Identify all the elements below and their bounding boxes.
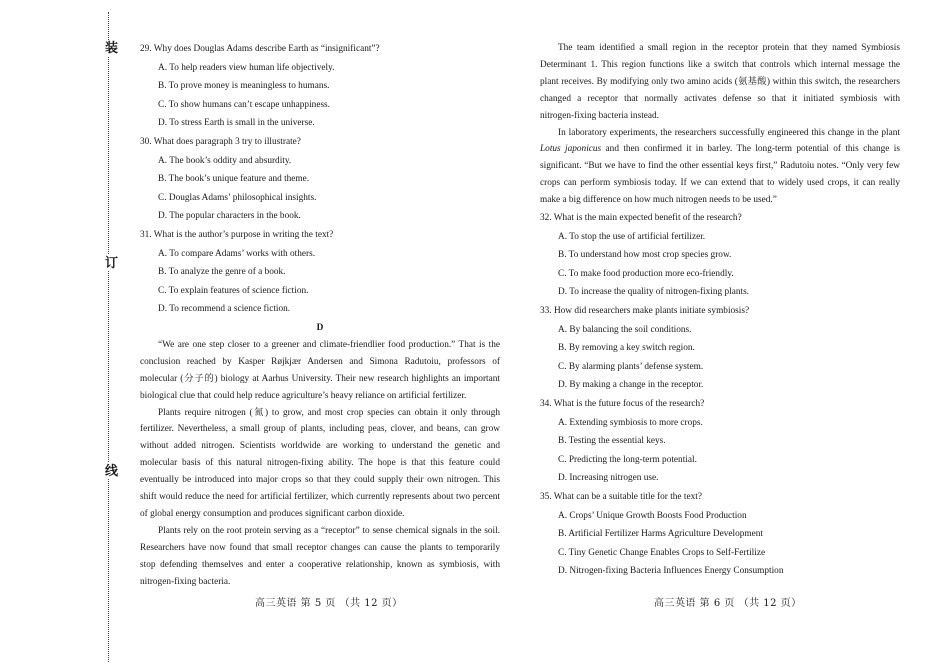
option-c: C. To show humans can’t escape unhappiness. <box>158 99 331 110</box>
option-a: A. The book’s oddity and absurdity. <box>158 155 292 166</box>
option-c: C. Predicting the long-term potential. <box>558 454 697 465</box>
option-d: D. By making a change in the receptor. <box>558 380 704 391</box>
text-line: eventually be introduced into major crops so that they could supply their own nitrogen. This <box>140 475 500 486</box>
text-line: significant. “But we have to find the other essential keys first,” Radutoiu notes. “Only very few <box>540 161 900 172</box>
text-line: changed a receptor that normally activates defense so that it initiated symbiosis with <box>540 93 900 104</box>
section-title: D <box>316 322 324 333</box>
text-line: stop defending themselves and enter a cooperative relationship, known as symbiosis, with <box>140 559 500 570</box>
option-d: D. Increasing nitrogen use. <box>558 473 659 484</box>
option-a: A. To stop the use of artificial fertilizer. <box>558 231 706 242</box>
text-line: conclusion reached by Kasper Røjkjær Andersen and Simona Radutoiu, professors of <box>140 356 500 367</box>
question-stem: 30. What does paragraph 3 try to illustrate? <box>140 136 301 147</box>
question-33 <box>540 302 900 395</box>
page-footer-5: 高三英语 第 5 页 （共 12 页） <box>255 598 403 609</box>
text-line: Determinant 1. This region functions like a switch that controls which internal message the <box>540 59 900 70</box>
text-line: Researchers have now found that small receptor changes can cause the plants to temporarily <box>140 542 500 553</box>
binding-mark-top: 装 <box>105 40 119 55</box>
page-5-column <box>140 40 500 591</box>
text-line: of global energy consumption and produces significant carbon dioxide. <box>140 508 405 519</box>
question-stem: 29. Why does Douglas Adams describe Earth as “insignificant”? <box>140 44 380 54</box>
question-stem: 35. What can be a suitable title for the text? <box>540 491 702 502</box>
question-stem: 31. What is the author’s purpose in writing the text? <box>140 229 334 240</box>
text-line: make a big difference on how much nitrogen needs to be used.” <box>540 195 777 206</box>
text-line: “We are one step closer to a greener and climate-friendlier food production.” That is the <box>158 339 500 350</box>
option-c: C. To make food production more eco-friendly. <box>558 268 734 279</box>
text-line: nitrogen-fixing bacteria instead. <box>540 110 660 121</box>
option-d: D. To increase the quality of nitrogen-fixing plants. <box>558 287 750 298</box>
text-line: nitrogen-fixing bacteria. <box>140 576 231 587</box>
page-6-column <box>540 40 900 581</box>
option-c: C. Douglas Adams’ philosophical insights. <box>158 192 317 203</box>
text-line: In laboratory experiments, the researchers successfully engineered this change in the plant <box>558 127 900 138</box>
text-line: plant receives. By modifying only two amino acids (氨基酸) within this switch, the researchers <box>540 76 900 87</box>
option-a: A. To help readers view human life objectively. <box>158 62 335 73</box>
text-line: molecular basis of this natural nitrogen-fixing ability. The hope is that this feature could <box>140 458 500 469</box>
question-35 <box>540 488 900 581</box>
text-line: crops can perform symbiosis today. If we can extend that to widely used crops, it can really <box>540 178 900 189</box>
option-c: C. Tiny Genetic Change Enables Crops to Self-Fertilize <box>558 547 766 558</box>
question-29 <box>140 40 500 133</box>
option-b: B. The book’s unique feature and theme. <box>158 174 310 185</box>
species-name: Lotus japonicus <box>540 144 602 155</box>
binding-mark-middle: 订 <box>105 255 119 270</box>
question-30 <box>140 133 500 226</box>
text-line: The team identified a small region in the receptor protein that they named Symbiosis <box>558 43 900 53</box>
option-a: A. By balancing the soil conditions. <box>558 324 692 335</box>
passage-d-paragraph-3 <box>140 523 500 591</box>
text-line: fertilizer. Nevertheless, a small group of plants, including peas, clover, and beans, can grow <box>140 424 500 435</box>
passage-d-paragraph-2 <box>140 405 500 523</box>
text-line: shift would reduce the need for artificial fertilizer, which currently represents about two percent <box>140 492 500 503</box>
passage-d-paragraph-1 <box>140 337 500 405</box>
option-b: B. To prove money is meaningless to humans. <box>158 81 330 92</box>
option-b: B. Testing the essential keys. <box>558 436 666 447</box>
text-line: Plants require nitrogen (氮) to grow, and most crop species can obtain it only through <box>158 407 500 418</box>
option-b: B. By removing a key switch region. <box>558 343 695 354</box>
page-footer-6: 高三英语 第 6 页 （共 12 页） <box>654 598 802 609</box>
question-stem: 34. What is the future focus of the research? <box>540 399 705 409</box>
option-c: C. To explain features of science fiction. <box>158 285 309 296</box>
option-c: C. By alarming plants’ defense system. <box>558 361 704 372</box>
question-32 <box>540 209 900 302</box>
text-line: molecular (分子的) biology at Aarhus University. Their new research highlights an important <box>140 373 500 384</box>
binding-line <box>108 12 109 662</box>
option-a: A. Crops’ Unique Growth Boosts Food Production <box>558 510 747 521</box>
binding-mark-bottom: 线 <box>105 463 119 478</box>
question-34 <box>540 395 900 488</box>
passage-d-paragraph-4 <box>540 40 900 125</box>
option-d: D. The popular characters in the book. <box>158 211 301 222</box>
option-d: D. To stress Earth is small in the universe. <box>158 118 315 129</box>
option-d: D. Nitrogen-fixing Bacteria Influences Energy Consumption <box>558 566 784 577</box>
option-b: B. Artificial Fertilizer Harms Agriculture Development <box>558 529 763 540</box>
text-line: without added nitrogen. Scientists worldwide are working to understand the genetic and <box>140 441 500 452</box>
option-d: D. To recommend a science fiction. <box>158 304 291 315</box>
passage-d-paragraph-5 <box>540 125 900 210</box>
question-31 <box>140 226 500 319</box>
question-stem: 32. What is the main expected benefit of the research? <box>540 213 742 224</box>
option-a: A. Extending symbiosis to more crops. <box>558 417 703 428</box>
text-line: biological clue that could help reduce agriculture’s heavy reliance on artificial fertilizer. <box>140 390 467 401</box>
text-line: Lotus japonicus and then confirmed it in barley. The long-term potential of this change is <box>540 144 900 155</box>
option-b: B. To understand how most crop species grow. <box>558 250 732 261</box>
question-stem: 33. How did researchers make plants initiate symbiosis? <box>540 306 750 317</box>
option-a: A. To compare Adams’ works with others. <box>158 248 316 259</box>
text-line: Plants rely on the root protein serving as a “receptor” to sense chemical signals in the soil. <box>158 525 500 536</box>
option-b: B. To analyze the genre of a book. <box>158 267 286 278</box>
